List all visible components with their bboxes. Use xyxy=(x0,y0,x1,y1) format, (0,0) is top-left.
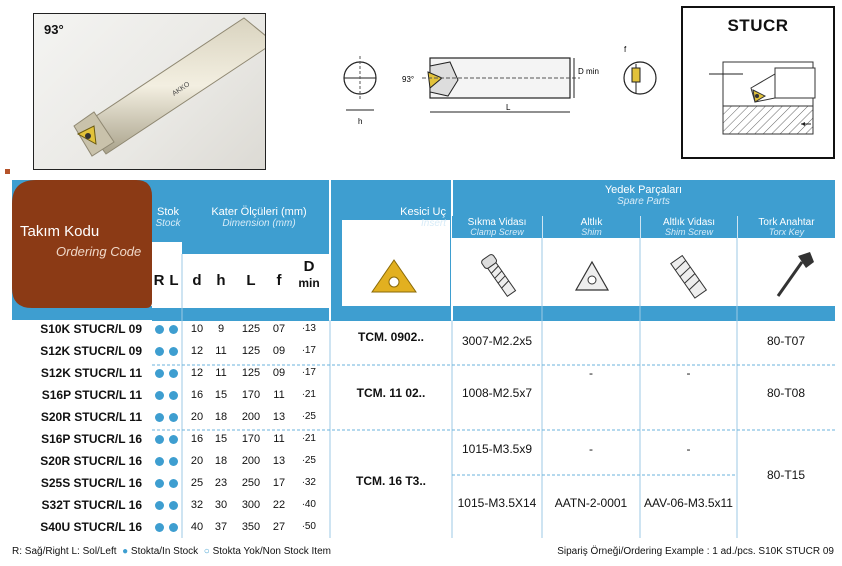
insert-label: Insert xyxy=(420,218,446,230)
row-h: 15 xyxy=(214,433,228,445)
stock-left-dot xyxy=(169,325,178,334)
stock-right-dot xyxy=(155,369,164,378)
row-d: 16 xyxy=(190,389,204,401)
row-code: S10K STUCR/L 09 xyxy=(40,322,142,336)
col-D: D xyxy=(303,258,315,275)
row-L: 350 xyxy=(241,521,261,533)
header-tork xyxy=(738,216,835,238)
row-f: 09 xyxy=(272,345,286,357)
stock-right-dot xyxy=(155,479,164,488)
header-altlik xyxy=(543,216,640,238)
header-altlik-vidasi xyxy=(641,216,737,238)
row-code: S12K STUCR/L 09 xyxy=(40,344,142,358)
altlik-label: Altlık xyxy=(580,217,603,228)
header-stok xyxy=(152,206,184,229)
stucr-type-box xyxy=(681,6,835,159)
row-h: 11 xyxy=(215,367,227,379)
stock-right-dot xyxy=(155,391,164,400)
stock-right-dot xyxy=(155,523,164,532)
torx-group-2: 80-T08 xyxy=(766,386,806,400)
shim-screw-group-1: - xyxy=(686,366,691,380)
shim-group-3: AATN-2-0001 xyxy=(554,496,628,510)
dim-h-label: h xyxy=(358,117,363,126)
row-h: 30 xyxy=(214,499,228,511)
row-d: 32 xyxy=(190,499,204,511)
insert-group-2: TCM. 11 02.. xyxy=(356,386,426,400)
header-dimension xyxy=(188,206,330,229)
row-L: 125 xyxy=(241,323,261,335)
table-row xyxy=(12,516,835,538)
photo-brand: AKKO xyxy=(171,80,192,98)
row-d: 40 xyxy=(190,521,204,533)
row-code: S32T STUCR/L 16 xyxy=(41,498,142,512)
dim-L-label: L xyxy=(506,103,511,112)
dim-angle-label: 93° xyxy=(402,75,415,84)
kater-label: Kater Ölçüleri (mm) xyxy=(211,206,307,218)
shim-screw-group-3: AAV-06-M3.5x11 xyxy=(644,496,733,510)
row-D: ∙25 xyxy=(302,411,316,422)
stock-right-dot xyxy=(155,325,164,334)
row-d: 12 xyxy=(190,367,204,379)
row-code: S16P STUCR/L 16 xyxy=(41,432,142,446)
row-D: ∙25 xyxy=(302,455,316,466)
row-d: 25 xyxy=(190,477,204,489)
torx-key-icon xyxy=(768,248,818,304)
legend-rl: R: Sağ/Right L: Sol/Left xyxy=(12,546,117,557)
row-f: 11 xyxy=(273,433,285,445)
row-code: S20R STUCR/L 11 xyxy=(40,410,142,424)
col-R: R xyxy=(153,272,165,289)
row-f: 13 xyxy=(272,455,286,467)
row-d: 16 xyxy=(190,433,204,445)
header-sikma xyxy=(452,216,542,238)
header-kesici-uc xyxy=(342,206,446,229)
row-D: ∙50 xyxy=(302,521,316,532)
clamp-group-3: 1015-M3.5x9 xyxy=(461,442,533,456)
col-D-min: min xyxy=(298,276,320,290)
stock-right-dot xyxy=(155,347,164,356)
stock-left-dot xyxy=(169,369,178,378)
row-f: 13 xyxy=(272,411,286,423)
row-h: 37 xyxy=(214,521,228,533)
clamp-group-1: 3007-M2.2x5 xyxy=(461,334,533,348)
stock-left-dot xyxy=(169,391,178,400)
row-code: S16P STUCR/L 11 xyxy=(41,388,142,402)
row-L: 200 xyxy=(241,411,261,423)
sikma-label: Sıkma Vidası xyxy=(467,217,527,228)
stock-right-dot xyxy=(155,501,164,510)
stock-left-dot xyxy=(169,435,178,444)
row-D: ∙32 xyxy=(302,477,316,488)
row-D: ∙21 xyxy=(302,389,316,400)
tork-label: Tork Anahtar xyxy=(758,217,815,228)
stock-left-dot xyxy=(169,347,178,356)
product-table xyxy=(12,180,835,538)
insert-group-1: TCM. 0902.. xyxy=(357,330,425,344)
row-f: 09 xyxy=(272,367,286,379)
row-D: ∙17 xyxy=(302,345,316,356)
stock-left-dot xyxy=(169,413,178,422)
row-f: 22 xyxy=(272,499,286,511)
col-d: d xyxy=(192,272,202,289)
clamp-screw-icon xyxy=(478,248,518,304)
row-code: S20R STUCR/L 16 xyxy=(40,454,142,468)
row-L: 250 xyxy=(241,477,261,489)
row-L: 125 xyxy=(241,345,261,357)
takim-kodu-label: Takım Kodu xyxy=(20,223,100,240)
row-h: 15 xyxy=(214,389,228,401)
stucr-diagram xyxy=(683,44,833,154)
altlik-vidasi-label: Altlık Vidası xyxy=(662,217,716,228)
col-L: L xyxy=(169,272,179,289)
dimension-drawing xyxy=(340,40,670,130)
legend-no-stock: Stokta Yok/Non Stock Item xyxy=(212,546,331,557)
col-h: h xyxy=(216,272,226,289)
stock-left-dot xyxy=(169,523,178,532)
row-L: 170 xyxy=(241,389,261,401)
stock-label: Stock xyxy=(155,218,181,230)
product-photo xyxy=(33,13,266,170)
clamp-group-4: 1015-M3.5X14 xyxy=(457,496,537,510)
clamp-label: Clamp Screw xyxy=(470,227,524,238)
stock-right-dot xyxy=(155,457,164,466)
table-row xyxy=(12,406,835,428)
shim-screw-icon xyxy=(668,248,708,304)
insert-icon xyxy=(364,258,424,298)
row-L: 300 xyxy=(241,499,261,511)
torx-label: Torx Key xyxy=(768,227,805,238)
shim-screw-group-2: - xyxy=(686,442,691,456)
insert-group-3: TCM. 16 T3.. xyxy=(355,474,426,488)
row-L: 125 xyxy=(241,367,261,379)
boring-bar-image xyxy=(34,14,266,170)
row-f: 11 xyxy=(273,389,285,401)
legend-in-stock: Stokta/In Stock xyxy=(130,546,199,557)
kesici-uc-label: Kesici Uç xyxy=(400,206,446,218)
torx-group-1: 80-T07 xyxy=(766,334,806,348)
shim-group-1: - xyxy=(589,366,593,380)
header-takim-kodu xyxy=(20,224,150,241)
dimension-label: Dimension (mm) xyxy=(222,218,296,230)
row-h: 18 xyxy=(214,455,228,467)
footer-legend: R: Sağ/Right L: Sol/Left ● Stokta/In Stock ○ Stokta Yok/Non Stock Item xyxy=(12,546,331,557)
stock-right-dot xyxy=(155,435,164,444)
row-f: 27 xyxy=(272,521,286,533)
row-h: 9 xyxy=(217,323,225,335)
dim-f-label: f xyxy=(624,45,627,54)
row-d: 12 xyxy=(190,345,204,357)
yedek-label: Yedek Parçaları xyxy=(604,184,683,196)
shim-icon xyxy=(572,258,612,294)
row-D: ∙13 xyxy=(302,323,316,334)
col-f: f xyxy=(276,272,282,289)
col-Length: L xyxy=(246,272,256,289)
stucr-title: STUCR xyxy=(727,16,789,35)
row-h: 23 xyxy=(214,477,228,489)
stock-left-dot xyxy=(169,501,178,510)
row-h: 11 xyxy=(215,345,227,357)
ordering-code-label: Ordering Code xyxy=(56,244,142,259)
row-code: S25S STUCR/L 16 xyxy=(40,476,142,490)
spare-label: Spare Parts xyxy=(617,196,670,208)
clamp-group-2: 1008-M2.5x7 xyxy=(461,386,533,400)
row-L: 200 xyxy=(241,455,261,467)
row-d: 10 xyxy=(190,323,204,335)
shim-group-2: - xyxy=(589,442,593,456)
row-D: ∙40 xyxy=(302,499,316,510)
ordering-example: Sipariş Örneği/Ordering Example : 1 ad./pcs. S10K STUCR 09 xyxy=(557,546,834,557)
row-D: ∙21 xyxy=(302,433,316,444)
row-code: S40U STUCR/L 16 xyxy=(40,520,142,534)
row-f: 07 xyxy=(272,323,286,335)
stock-right-dot xyxy=(155,413,164,422)
stok-label: Stok xyxy=(156,206,179,218)
row-d: 20 xyxy=(190,411,204,423)
header-yedek xyxy=(452,184,835,207)
shim-label: Shim xyxy=(581,227,602,238)
stock-left-dot xyxy=(169,479,178,488)
row-code: S12K STUCR/L 11 xyxy=(40,366,142,380)
dim-D-label: D min xyxy=(578,67,599,76)
stock-left-dot xyxy=(169,457,178,466)
row-D: ∙17 xyxy=(302,367,316,378)
row-L: 170 xyxy=(241,433,261,445)
torx-group-3: 80-T15 xyxy=(766,468,806,482)
row-h: 18 xyxy=(214,411,228,423)
photo-angle-label: 93° xyxy=(44,22,64,37)
shim-screw-label: Shim Screw xyxy=(664,227,713,238)
row-f: 17 xyxy=(272,477,286,489)
row-d: 20 xyxy=(190,455,204,467)
marker-square xyxy=(5,169,10,174)
